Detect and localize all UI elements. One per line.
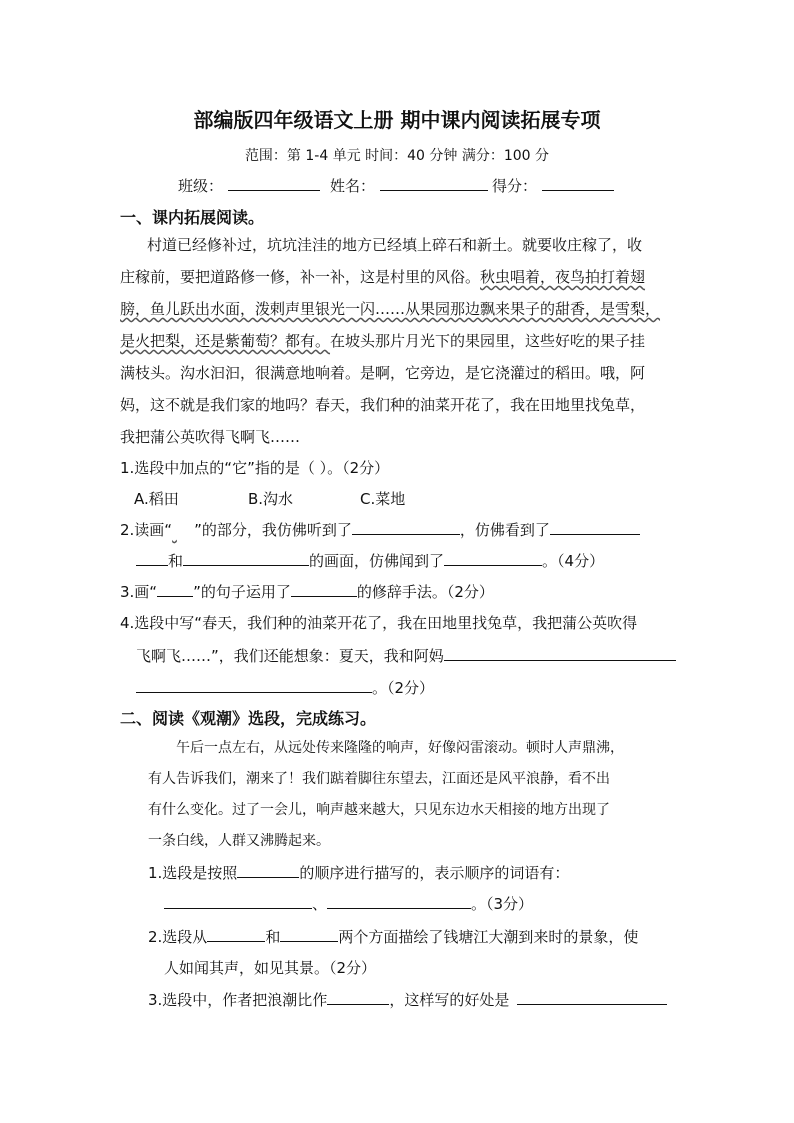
s1-q2-blank-4[interactable] — [444, 551, 542, 566]
s2-q1-blank-2[interactable] — [164, 894, 312, 909]
s2-q1-blank-1[interactable] — [237, 863, 299, 878]
s1-q2-blank-3[interactable] — [183, 551, 309, 566]
s2-q1-part-b: 的顺序进行描写的，表示顺序的词语有： — [299, 864, 570, 882]
s2-q3-blank-1[interactable] — [327, 990, 389, 1005]
s1-q4-part-c: 。（2分） — [372, 679, 435, 697]
s1-q4-blank-2[interactable] — [136, 678, 372, 693]
s2-q1-part-d: 。（3分） — [471, 895, 534, 913]
s1-q3-part-c: 的修辞手法。（2分） — [356, 583, 494, 601]
s1-question-4-line-3 — [136, 677, 434, 698]
s1-q1-option-a[interactable]: A.稻田 — [134, 490, 179, 508]
s1-q3-part-b: ”的句子运用了 — [193, 583, 291, 601]
passage2-line-3: 有什么变化。过了一会儿，响声越来越大，只见东边水天相接的地方出现了 — [148, 802, 610, 818]
s2-q2-part-c: 两个方面描绘了钱塘江大潮到来时的景象，使 — [338, 928, 639, 946]
passage1-line-2 — [120, 261, 645, 293]
class-label: 班级： — [178, 177, 224, 195]
passage1-line-2-a: 庄稼前，要把道路修一修，补一补，这是村里的风俗。 — [120, 268, 481, 286]
name-label: 姓名： — [330, 177, 376, 195]
s1-q2-blank-2b[interactable] — [136, 551, 168, 566]
s1-q4-part-b: 飞啊飞……”，我们还能想象：夏天，我和阿妈 — [136, 647, 444, 665]
passage2-line-2: 有人告诉我们，潮来了！我们踮着脚往东望去，江面还是风平浪静，看不出 — [148, 771, 610, 787]
s1-question-3 — [120, 581, 494, 602]
s1-q2-wavy-mark — [172, 521, 194, 539]
s1-q3-blank[interactable] — [291, 582, 357, 597]
section-heading-1: 一、课内拓展阅读。 — [120, 208, 265, 227]
exam-info: 范围：第 1-4 单元 时间：40 分钟 满分：100 分 — [244, 148, 550, 164]
s1-question-2-line-2 — [136, 550, 604, 571]
class-field — [178, 175, 320, 196]
s1-question-4-line-2 — [136, 645, 676, 666]
s2-question-1-line-2 — [164, 893, 533, 914]
passage2-line-1: 午后一点左右，从远处传来隆隆的响声，好像闷雷滚动。顿时人声鼎沸， — [176, 740, 624, 756]
s1-question-2 — [120, 519, 640, 540]
passage1-line-3 — [120, 293, 660, 325]
passage1-line-6: 妈，这不就是我们家的地吗？春天，我们种的油菜开花了，我在田地里找兔草， — [120, 396, 646, 414]
s2-q2-blank-2[interactable] — [280, 927, 338, 942]
s2-question-3 — [148, 989, 667, 1010]
s2-q2-part-b: 和 — [265, 928, 281, 946]
score-field — [492, 175, 614, 196]
name-blank[interactable] — [380, 176, 488, 191]
s2-q3-part-b: ，这样写的好处是 — [389, 991, 510, 1009]
class-blank[interactable] — [228, 176, 320, 191]
s1-q2-blank-2[interactable] — [550, 520, 640, 535]
passage1-line-4 — [120, 325, 645, 357]
s1-question-4: 4.选段中写“春天，我们种的油菜开花了，我在田地里找兔草，我把蒲公英吹得 — [120, 614, 638, 632]
s2-question-1 — [148, 862, 569, 883]
s1-q2-part-f: 。（4分） — [542, 552, 605, 570]
s1-question-1: 1.选段中加点的“它”指的是（ ）。（2分） — [120, 459, 390, 477]
s1-q1-option-c[interactable]: C.菜地 — [360, 490, 406, 508]
s1-q2-part-a: 2.读画“ — [120, 521, 173, 539]
page-title: 部编版四年级语文上册 期中课内阅读拓展专项 — [193, 108, 601, 132]
s1-q3-part-a: 3.画“ — [120, 583, 158, 601]
passage1-line-7: 我把蒲公英吹得飞啊飞…… — [120, 428, 301, 446]
s1-q1-option-b[interactable]: B.沟水 — [248, 490, 294, 508]
s2-q1-part-c: 、 — [312, 895, 328, 913]
s2-q3-blank-2[interactable] — [517, 990, 667, 1005]
score-blank[interactable] — [542, 176, 614, 191]
passage1-wavy-2: 膀，鱼儿跃出水面，泼剌声里银光一闪……从果园那边飘来果子的甜香，是雪梨， — [120, 300, 661, 318]
s2-q1-blank-3[interactable] — [327, 894, 471, 909]
passage1-wavy-1: 秋虫唱着，夜鸟拍打着翅 — [480, 268, 646, 286]
s1-q2-part-c: ，仿佛看到了 — [459, 521, 550, 539]
score-label: 得分： — [492, 177, 538, 195]
section-heading-2: 二、阅读《观潮》选段，完成练习。 — [120, 709, 377, 728]
s1-q2-blank-1[interactable] — [352, 520, 460, 535]
passage1-wavy-3: 是火把梨，还是紫葡萄？都有。 — [120, 332, 331, 350]
s2-q2-part-a: 2.选段从 — [148, 928, 208, 946]
passage1-line-4-b: 在坡头那片月光下的果园里，这些好吃的果子挂 — [330, 332, 646, 350]
passage1-line-5: 满枝头。沟水汩汩，很满意地响着。是啊，它旁边，是它浇灌过的稻田。哦，阿 — [120, 364, 646, 382]
s1-q4-blank-1[interactable] — [444, 646, 676, 661]
s2-q1-part-a: 1.选段是按照 — [148, 864, 238, 882]
s2-q2-blank-1[interactable] — [207, 927, 265, 942]
passage2-line-4: 一条白线，人群又沸腾起来。 — [148, 833, 330, 849]
s2-question-2 — [148, 926, 638, 947]
s2-question-2-line-2: 人如闻其声，如见其景。（2分） — [164, 959, 377, 977]
s2-q3-part-a: 3.选段中，作者把浪潮比作 — [148, 991, 328, 1009]
name-field — [330, 175, 488, 196]
passage1-line-1: 村道已经修补过，坑坑洼洼的地方已经填上碎石和新土。就要收庄稼了，收 — [147, 236, 643, 254]
s1-q3-mark — [157, 582, 193, 597]
s1-q2-part-b: ”的部分，我仿佛听到了 — [194, 521, 352, 539]
s1-q2-part-e: 的画面，仿佛闻到了 — [309, 552, 445, 570]
s1-q2-part-d: 和 — [168, 552, 184, 570]
